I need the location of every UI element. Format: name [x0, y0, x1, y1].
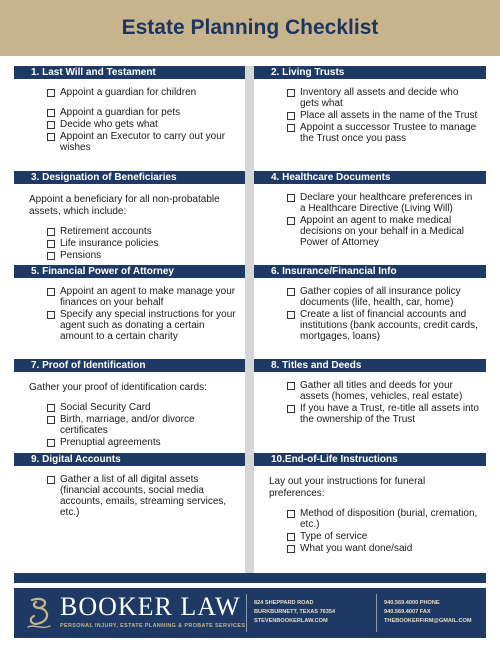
section-last-will	[14, 66, 245, 154]
checkbox[interactable]	[47, 121, 55, 129]
section-heading: 7. Proof of Identification	[14, 359, 245, 372]
checklist-item: Appoint a guardian for children	[14, 87, 245, 98]
section-heading: 9. Digital Accounts	[14, 453, 245, 466]
footer-divider	[246, 594, 247, 632]
checklist-item: Type of service	[254, 531, 486, 542]
checkbox[interactable]	[287, 217, 295, 225]
checklist-item: Inventory all assets and decide who gets what	[254, 87, 486, 109]
website-link[interactable]: STEVENBOOKERLAW.COM	[254, 618, 328, 624]
footer	[14, 588, 486, 638]
checkbox[interactable]	[47, 416, 55, 424]
section-end-of-life	[254, 453, 486, 555]
checklist-item: Decide who gets what	[14, 119, 245, 130]
section-digital-accounts	[14, 453, 245, 519]
section-healthcare	[254, 171, 486, 249]
section-intro: Appoint a beneficiary for all non-probatable assets, which include:	[29, 194, 220, 217]
checklist-item: Appoint an agent to make manage your finances on your behalf	[14, 286, 245, 308]
section-intro: Gather your proof of identification cards:	[29, 382, 207, 393]
checklist-item: Prenuptial agreements	[14, 437, 245, 448]
checklist-item: Social Security Card	[14, 402, 245, 413]
section-heading: 8. Titles and Deeds	[254, 359, 486, 372]
checklist-item: Declare your healthcare preferences in a Healthcare Directive (Living Will)	[254, 192, 486, 214]
checkbox[interactable]	[47, 311, 55, 319]
checklist-item: What you want done/said	[254, 543, 486, 554]
section-living-trusts	[254, 66, 486, 145]
checkbox[interactable]	[287, 545, 295, 553]
phone-number: 940.569.4000 PHONE	[384, 600, 440, 606]
checkbox[interactable]	[287, 112, 295, 120]
checklist-item: Gather all titles and deeds for your assets (homes, vehicles, real estate)	[254, 380, 486, 402]
checklist-item: Appoint a guardian for pets	[14, 107, 245, 118]
checkbox[interactable]	[47, 228, 55, 236]
checkbox[interactable]	[287, 533, 295, 541]
section-intro: Lay out your instructions for funeral preferences:	[269, 476, 426, 499]
section-financial-poa	[14, 265, 245, 343]
page-title: Estate Planning Checklist	[121, 16, 379, 39]
checkbox[interactable]	[287, 311, 295, 319]
checklist-item: Gather copies of all insurance policy documents (life, health, car, home)	[254, 286, 486, 308]
checklist-item: Method of disposition (burial, cremation, etc.)	[254, 508, 486, 530]
fax-number: 940.569.4007 FAX	[384, 609, 431, 615]
checkbox[interactable]	[287, 405, 295, 413]
checklist-item: Birth, marriage, and/or divorce certificates	[14, 414, 245, 436]
footer-strip	[14, 573, 486, 583]
checkbox[interactable]	[47, 404, 55, 412]
checklist-item: Gather a list of all digital assets (financial accounts, social media accounts, emails, streaming services, etc.)	[14, 474, 245, 518]
email-link[interactable]: THEBOOKERFIRM@GMAIL.COM	[384, 618, 472, 624]
address-line-1: 824 SHEPPARD ROAD	[254, 600, 314, 606]
checklist-item: Life insurance policies	[14, 238, 245, 249]
page-header	[0, 0, 500, 56]
checkbox[interactable]	[47, 89, 55, 97]
footer-divider	[376, 594, 377, 632]
checkbox[interactable]	[47, 252, 55, 260]
checkbox[interactable]	[287, 194, 295, 202]
footer-address	[254, 599, 335, 626]
section-heading: 5. Financial Power of Attorney	[14, 265, 245, 278]
checklist-item: Appoint a successor Trustee to manage the Trust once you pass	[254, 122, 486, 144]
section-beneficiaries	[14, 171, 245, 262]
checklist-item: If you have a Trust, re-title all assets into the ownership of the Trust	[254, 403, 486, 425]
address-line-2: BURKBURNETT, TEXAS 76354	[254, 609, 336, 615]
checkbox[interactable]	[287, 124, 295, 132]
section-heading: 1. Last Will and Testament	[14, 66, 245, 79]
section-insurance	[254, 265, 486, 343]
footer-contact	[384, 599, 472, 626]
brand-name: BOOKER LAW	[60, 592, 241, 621]
section-titles-deeds	[254, 359, 486, 426]
checklist-item: Specify any special instructions for your agent such as donating a certain amount to a certain charity	[14, 309, 245, 342]
checkbox[interactable]	[47, 288, 55, 296]
checklist-item: Appoint an agent to make medical decisions on your behalf in a Medical Power of Attorney	[254, 215, 486, 248]
checklist-item: Create a list of financial accounts and institutions (bank accounts, credit cards, mortgages, loans)	[254, 309, 486, 342]
booker-law-logo-icon	[24, 594, 54, 630]
section-heading: 4. Healthcare Documents	[254, 171, 486, 184]
checkbox[interactable]	[287, 510, 295, 518]
section-heading: 6. Insurance/Financial Info	[254, 265, 486, 278]
checkbox[interactable]	[47, 439, 55, 447]
section-heading: 10.End-of-Life Instructions	[254, 453, 486, 466]
checkbox[interactable]	[287, 382, 295, 390]
checkbox[interactable]	[47, 240, 55, 248]
checklist-item: Retirement accounts	[14, 226, 245, 237]
checklist-item: Pensions	[14, 250, 245, 261]
section-heading: 3. Designation of Beneficiaries	[14, 171, 245, 184]
checklist-item: Appoint an Executor to carry out your wishes	[14, 131, 245, 153]
section-identification	[14, 359, 245, 449]
section-heading: 2. Living Trusts	[254, 66, 486, 79]
checkbox[interactable]	[287, 288, 295, 296]
checklist-item: Place all assets in the name of the Trust	[254, 110, 486, 121]
column-divider	[245, 66, 254, 573]
checkbox[interactable]	[287, 89, 295, 97]
checkbox[interactable]	[47, 109, 55, 117]
checkbox[interactable]	[47, 133, 55, 141]
checkbox[interactable]	[47, 476, 55, 484]
brand-tagline: PERSONAL INJURY, ESTATE PLANNING & PROBATE SERVICES	[60, 623, 246, 629]
